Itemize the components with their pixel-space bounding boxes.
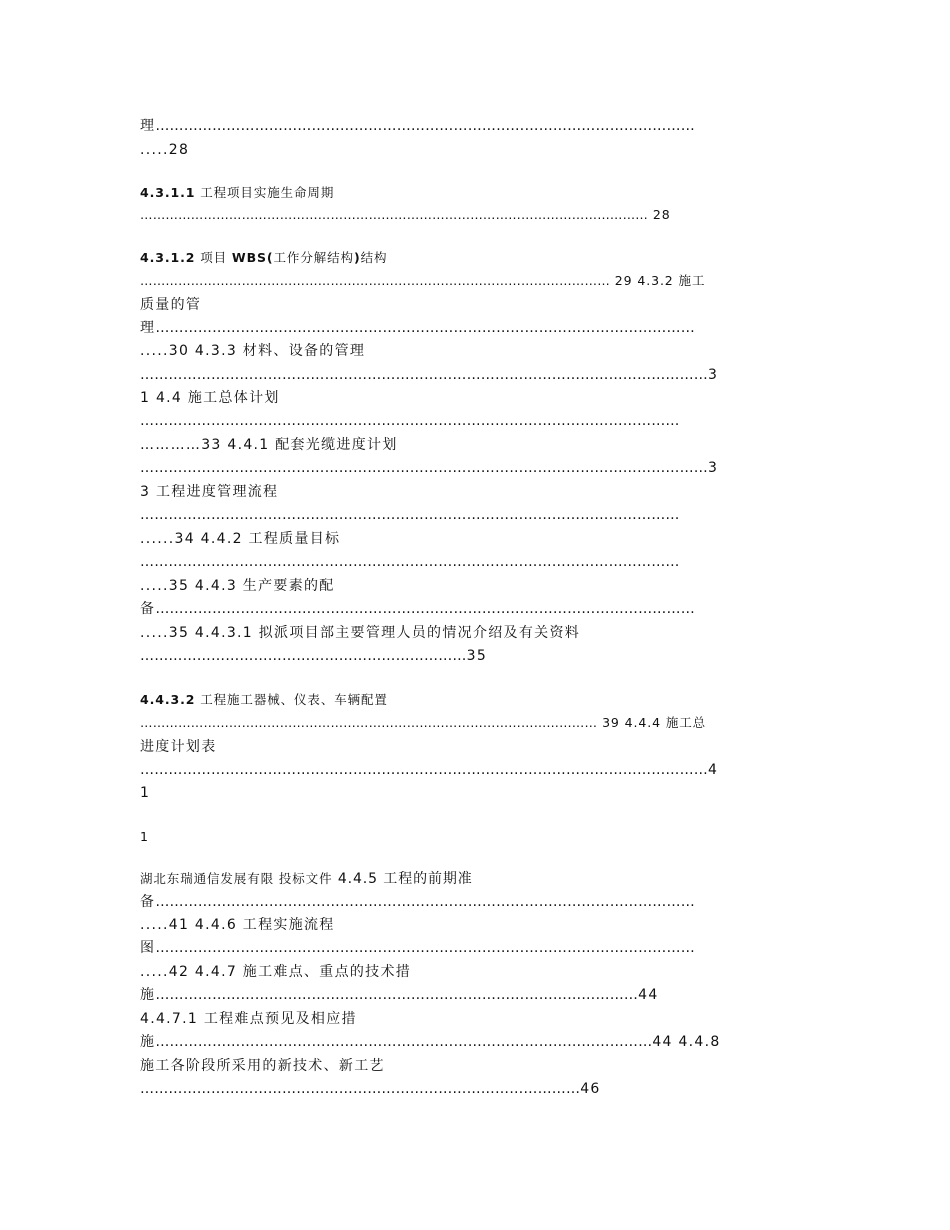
toc-line (140, 249, 387, 267)
toc-leader: ………………………………………………………………………………………………… (140, 273, 610, 288)
toc-line (140, 893, 695, 911)
toc-leader: …………………………………………………………………………………………………… (155, 601, 695, 617)
toc-line (140, 963, 411, 981)
toc-page: 28 (648, 207, 671, 222)
toc-number: 4.4.3.2 (140, 692, 196, 707)
toc-line (140, 553, 680, 571)
toc-line (140, 366, 718, 384)
toc-text: 施 (140, 987, 156, 1003)
toc-line (140, 459, 718, 477)
toc-leader: …………………………………………………………………………………………………… (155, 940, 695, 956)
toc-line (140, 1080, 601, 1098)
toc-page: 35 (466, 648, 488, 664)
toc-text: 施 (140, 1034, 156, 1050)
toc-text-bold: ) (353, 250, 361, 265)
page-number (140, 828, 149, 846)
toc-text: 4.4.5 工程的前期准 (332, 871, 473, 887)
toc-page: .....42 4.4.7 施工难点、重点的技术措 (140, 964, 412, 980)
toc-line (140, 870, 473, 888)
toc-text-bold: WBS( (231, 250, 274, 265)
toc-line (140, 647, 487, 665)
toc-text: 理 (140, 118, 156, 134)
toc-page: 1 (140, 785, 151, 801)
toc-leader: ……………………………………………………………………………………………… (140, 715, 598, 730)
toc-line (140, 117, 695, 135)
toc-line (140, 1057, 385, 1075)
toc-line (140, 577, 335, 595)
toc-line (140, 784, 150, 802)
toc-text: 备 (140, 601, 156, 617)
toc-line (140, 714, 706, 732)
toc-text: 结构 (360, 250, 388, 265)
toc-leader: …………………………………………………………………………………………………… (140, 413, 680, 429)
toc-text: 理 (140, 320, 156, 336)
toc-leader: …………………………………………………………………………………………………… (140, 554, 680, 570)
toc-leader: …………………………………………………………………………………………………… (140, 507, 680, 523)
toc-text: 备 (140, 894, 156, 910)
toc-leader: …………………………………………………………… (140, 648, 467, 664)
toc-line (140, 436, 398, 454)
toc-leader: …………………………………………………………………………………………… (155, 1034, 653, 1050)
toc-line (140, 342, 365, 360)
toc-leader: …………………………………………………………………………………………………… (155, 894, 695, 910)
toc-line (140, 1033, 721, 1051)
toc-page: 3 (708, 460, 719, 476)
toc-line (140, 738, 217, 756)
toc-page: .....41 4.4.6 工程实施流程 (140, 917, 335, 933)
toc-number: 4.3.1.1 (140, 185, 196, 200)
toc-leader: ………………………………………………………………………………………… (155, 987, 639, 1003)
toc-leader: ………………………………………………………………………………………………………… (140, 460, 708, 476)
toc-line (140, 206, 671, 224)
toc-text: 质量的管 (140, 297, 202, 313)
toc-line (140, 986, 659, 1004)
toc-line (140, 389, 280, 407)
toc-page: …………33 4.4.1 配套光缆进度计划 (140, 437, 398, 453)
toc-text: 4.4.7.1 工程难点预见及相应措 (140, 1011, 357, 1027)
toc-text: 工作分解结构 (273, 250, 354, 265)
toc-text: 进度计划表 (140, 739, 217, 755)
toc-line (140, 272, 705, 290)
toc-line (140, 916, 335, 934)
toc-page: ......34 4.4.2 工程质量目标 (140, 531, 341, 547)
toc-line (140, 506, 680, 524)
toc-page: .....30 4.3.3 材料、设备的管理 (140, 343, 366, 359)
toc-line (140, 624, 580, 642)
toc-text: 工程施工器械、仪表、车辆配置 (195, 692, 388, 707)
toc-leader: ………………………………………………………………………………………………………… (140, 762, 708, 778)
toc-page: 39 4.4.4 施工总 (597, 715, 707, 730)
toc-leader: ………………………………………………………………………………… (140, 1081, 581, 1097)
toc-page: 1 4.4 施工总体计划 (140, 390, 280, 406)
toc-line (140, 691, 388, 709)
toc-page: .....35 4.4.3 生产要素的配 (140, 578, 335, 594)
toc-page: .....28 (140, 142, 190, 158)
toc-line (140, 600, 695, 618)
toc-page: 3 (708, 367, 719, 383)
toc-text: 施工各阶段所采用的新技术、新工艺 (140, 1058, 385, 1074)
toc-leader: ………………………………………………………………………………………………………… (140, 367, 708, 383)
toc-page: 29 4.3.2 施工 (609, 273, 706, 288)
toc-line (140, 412, 680, 430)
toc-page: 44 (638, 987, 659, 1003)
toc-page: .....35 4.4.3.1 拟派项目部主要管理人员的情况介绍及有关资料 (140, 625, 581, 641)
toc-line (140, 296, 201, 314)
toc-line (140, 761, 718, 779)
toc-leader: …………………………………………………………………………………………………… (155, 320, 695, 336)
toc-page: 3 工程进度管理流程 (140, 484, 279, 500)
toc-text: 项目 (195, 250, 232, 265)
toc-line (140, 141, 189, 159)
page-number-text: 1 (140, 829, 149, 844)
toc-leader: ………………………………………………………………………………………………………… (140, 207, 648, 222)
toc-line (140, 319, 695, 337)
toc-page: 44 4.4.8 (652, 1034, 721, 1050)
toc-number: 4.3.1.2 (140, 250, 196, 265)
toc-text: 工程项目实施生命周期 (195, 185, 335, 200)
toc-page: 46 (580, 1081, 601, 1097)
toc-page: 4 (708, 762, 719, 778)
header-text: 湖北东瑞通信发展有限 投标文件 (140, 871, 333, 886)
toc-line (140, 1010, 357, 1028)
toc-line (140, 530, 340, 548)
toc-line (140, 184, 334, 202)
toc-line (140, 939, 695, 957)
toc-leader: …………………………………………………………………………………………………… (155, 118, 695, 134)
toc-text: 图 (140, 940, 156, 956)
toc-line (140, 483, 278, 501)
